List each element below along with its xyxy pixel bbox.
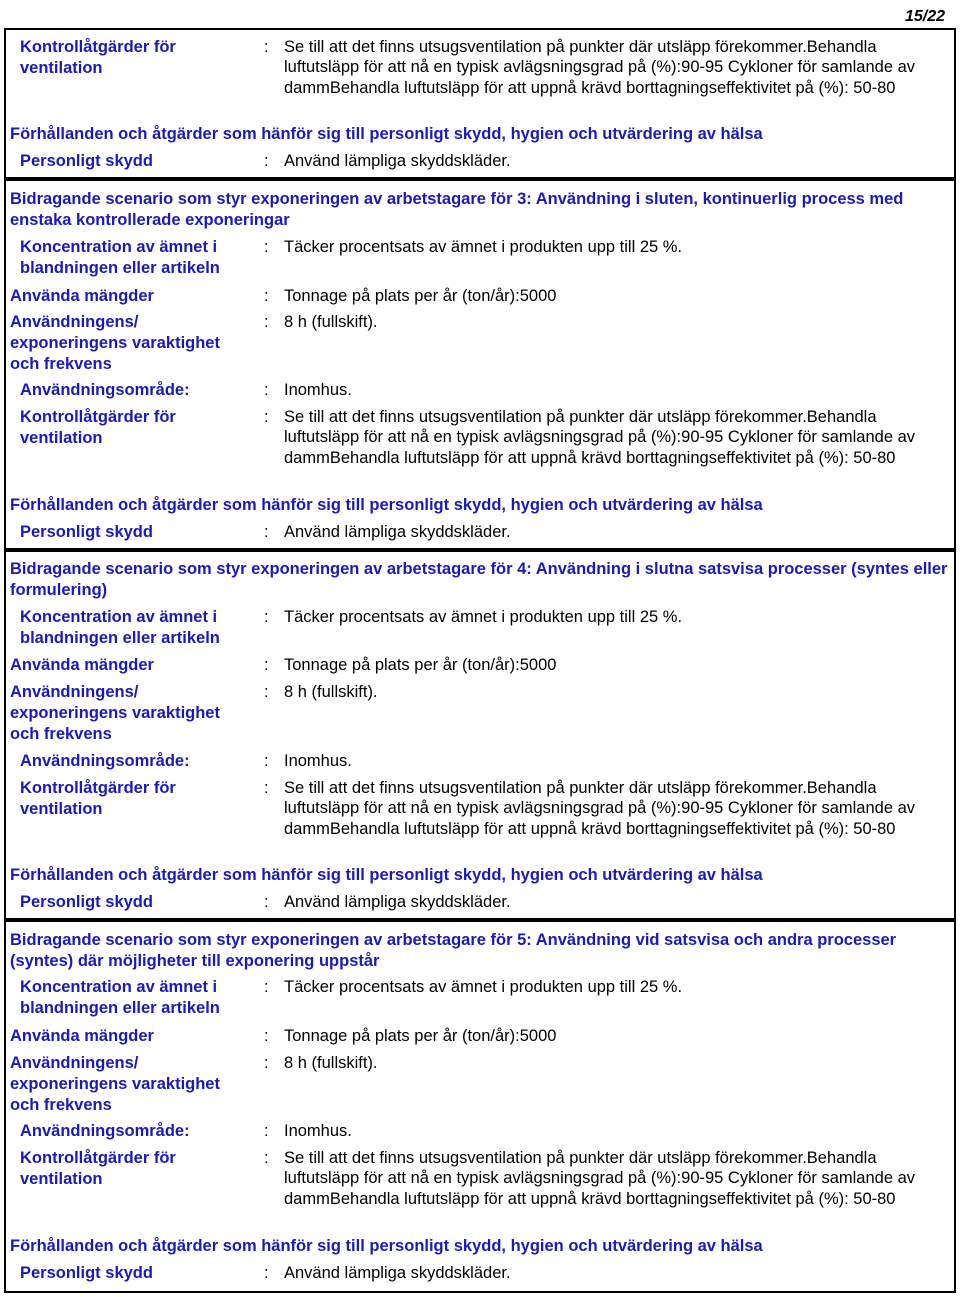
duration-value: 8 h (fullskift). — [284, 1054, 378, 1072]
control-label: Kontrollåtgärder för ventilation — [20, 779, 176, 818]
duration-label: Användningens/ exponeringens varaktighet och frekvens — [10, 1054, 220, 1114]
colon: : — [264, 1122, 269, 1140]
scenario-heading: Bidragande scenario som styr exponeringen av arbetstagare för 5: Användning vid satsvisa och andra processer (syntes) där möjligheter till exponering uppstår — [10, 931, 897, 970]
ppe-value: Använd lämpliga skyddskläder. — [284, 152, 511, 170]
concentration-label: Koncentration av ämnet i blandningen eller artikeln — [20, 238, 220, 277]
conditions-heading: Förhållanden och åtgärder som hänför sig till personligt skydd, hygien och utvärdering av hälsa — [10, 496, 763, 514]
colon: : — [264, 683, 269, 701]
area-label: Användningsområde: — [20, 752, 190, 770]
section-box-scenario-4 — [4, 550, 956, 920]
colon: : — [264, 381, 269, 399]
amounts-label: Använda mängder — [10, 287, 154, 305]
control-value: Se till att det finns utsugsventilation på punkter där utsläpp förekommer.Behandla luftutsläpp för att nå en typisk avlägsningsgrad på (%):90-95 Cykloner för samlande av dammBehandla luftutsläpp för att uppnå krävd borttagningseffektivitet på (%): 50-80 — [284, 1149, 916, 1208]
duration-label: Användningens/ exponeringens varaktighet och frekvens — [10, 313, 220, 373]
control-value: Se till att det finns utsugsventilation på punkter där utsläpp förekommer.Behandla luftutsläpp för att nå en typisk avlägsningsgrad på (%):90-95 Cykloner för samlande av dammBehandla luftutsläpp för att uppnå krävd borttagningseffektivitet på (%): 50-80 — [284, 38, 916, 97]
control-value: Se till att det finns utsugsventilation på punkter där utsläpp förekommer.Behandla luftutsläpp för att nå en typisk avlägsningsgrad på (%):90-95 Cykloner för samlande av dammBehandla luftutsläpp för att uppnå krävd borttagningseffektivitet på (%): 50-80 — [284, 779, 916, 838]
duration-value: 8 h (fullskift). — [284, 683, 378, 701]
control-label: Kontrollåtgärder för ventilation — [20, 408, 176, 447]
area-value: Inomhus. — [284, 381, 352, 399]
ppe-label: Personligt skydd — [20, 523, 153, 541]
control-value: Se till att det finns utsugsventilation på punkter där utsläpp förekommer.Behandla luftutsläpp för att nå en typisk avlägsningsgrad på (%):90-95 Cykloner för samlande av dammBehandla luftutsläpp för att uppnå krävd borttagningseffektivitet på (%): 50-80 — [284, 408, 916, 467]
section-box-top — [4, 28, 956, 179]
colon: : — [264, 1027, 269, 1045]
colon: : — [264, 608, 269, 626]
ppe-value: Använd lämpliga skyddskläder. — [284, 1264, 511, 1282]
concentration-value: Täcker procentsats av ämnet i produkten upp till 25 %. — [284, 978, 683, 996]
colon: : — [264, 313, 269, 331]
control-label: Kontrollåtgärder för ventilation — [20, 1149, 176, 1188]
colon: : — [264, 752, 269, 770]
colon: : — [264, 523, 269, 541]
colon: : — [264, 1054, 269, 1072]
colon: : — [264, 238, 269, 256]
area-label: Användningsområde: — [20, 381, 190, 399]
colon: : — [264, 408, 269, 426]
conditions-heading: Förhållanden och åtgärder som hänför sig till personligt skydd, hygien och utvärdering av hälsa — [10, 125, 763, 143]
colon: : — [264, 152, 269, 170]
section-box-scenario-5 — [4, 920, 956, 1293]
amounts-value: Tonnage på plats per år (ton/år):5000 — [284, 287, 557, 305]
concentration-label: Koncentration av ämnet i blandningen eller artikeln — [20, 608, 220, 647]
scenario-heading: Bidragande scenario som styr exponeringen av arbetstagare för 3: Användning i sluten, kontinuerlig process med enstaka kontrollerade exponeringar — [10, 190, 904, 229]
colon: : — [264, 779, 269, 797]
control-label: Kontrollåtgärder för ventilation — [20, 38, 176, 77]
concentration-value: Täcker procentsats av ämnet i produkten upp till 25 %. — [284, 608, 683, 626]
amounts-label: Använda mängder — [10, 656, 154, 674]
ppe-label: Personligt skydd — [20, 152, 153, 170]
concentration-label: Koncentration av ämnet i blandningen eller artikeln — [20, 978, 220, 1017]
conditions-heading: Förhållanden och åtgärder som hänför sig till personligt skydd, hygien och utvärdering av hälsa — [10, 866, 763, 884]
area-label: Användningsområde: — [20, 1122, 190, 1140]
page-number: 15/22 — [905, 8, 946, 25]
conditions-heading: Förhållanden och åtgärder som hänför sig till personligt skydd, hygien och utvärdering av hälsa — [10, 1237, 763, 1255]
colon: : — [264, 893, 269, 911]
ppe-value: Använd lämpliga skyddskläder. — [284, 523, 511, 541]
area-value: Inomhus. — [284, 752, 352, 770]
colon: : — [264, 656, 269, 674]
duration-label: Användningens/ exponeringens varaktighet och frekvens — [10, 683, 220, 743]
colon: : — [264, 38, 269, 56]
amounts-value: Tonnage på plats per år (ton/år):5000 — [284, 656, 557, 674]
concentration-value: Täcker procentsats av ämnet i produkten upp till 25 %. — [284, 238, 683, 256]
scenario-heading: Bidragande scenario som styr exponeringen av arbetstagare för 4: Användning i slutna satsvisa processer (syntes eller formulering) — [10, 560, 948, 599]
ppe-label: Personligt skydd — [20, 893, 153, 911]
amounts-label: Använda mängder — [10, 1027, 154, 1045]
colon: : — [264, 1264, 269, 1282]
colon: : — [264, 978, 269, 996]
colon: : — [264, 287, 269, 305]
amounts-value: Tonnage på plats per år (ton/år):5000 — [284, 1027, 557, 1045]
section-box-scenario-3 — [4, 179, 956, 550]
ppe-label: Personligt skydd — [20, 1264, 153, 1282]
ppe-value: Använd lämpliga skyddskläder. — [284, 893, 511, 911]
duration-value: 8 h (fullskift). — [284, 313, 378, 331]
colon: : — [264, 1149, 269, 1167]
area-value: Inomhus. — [284, 1122, 352, 1140]
